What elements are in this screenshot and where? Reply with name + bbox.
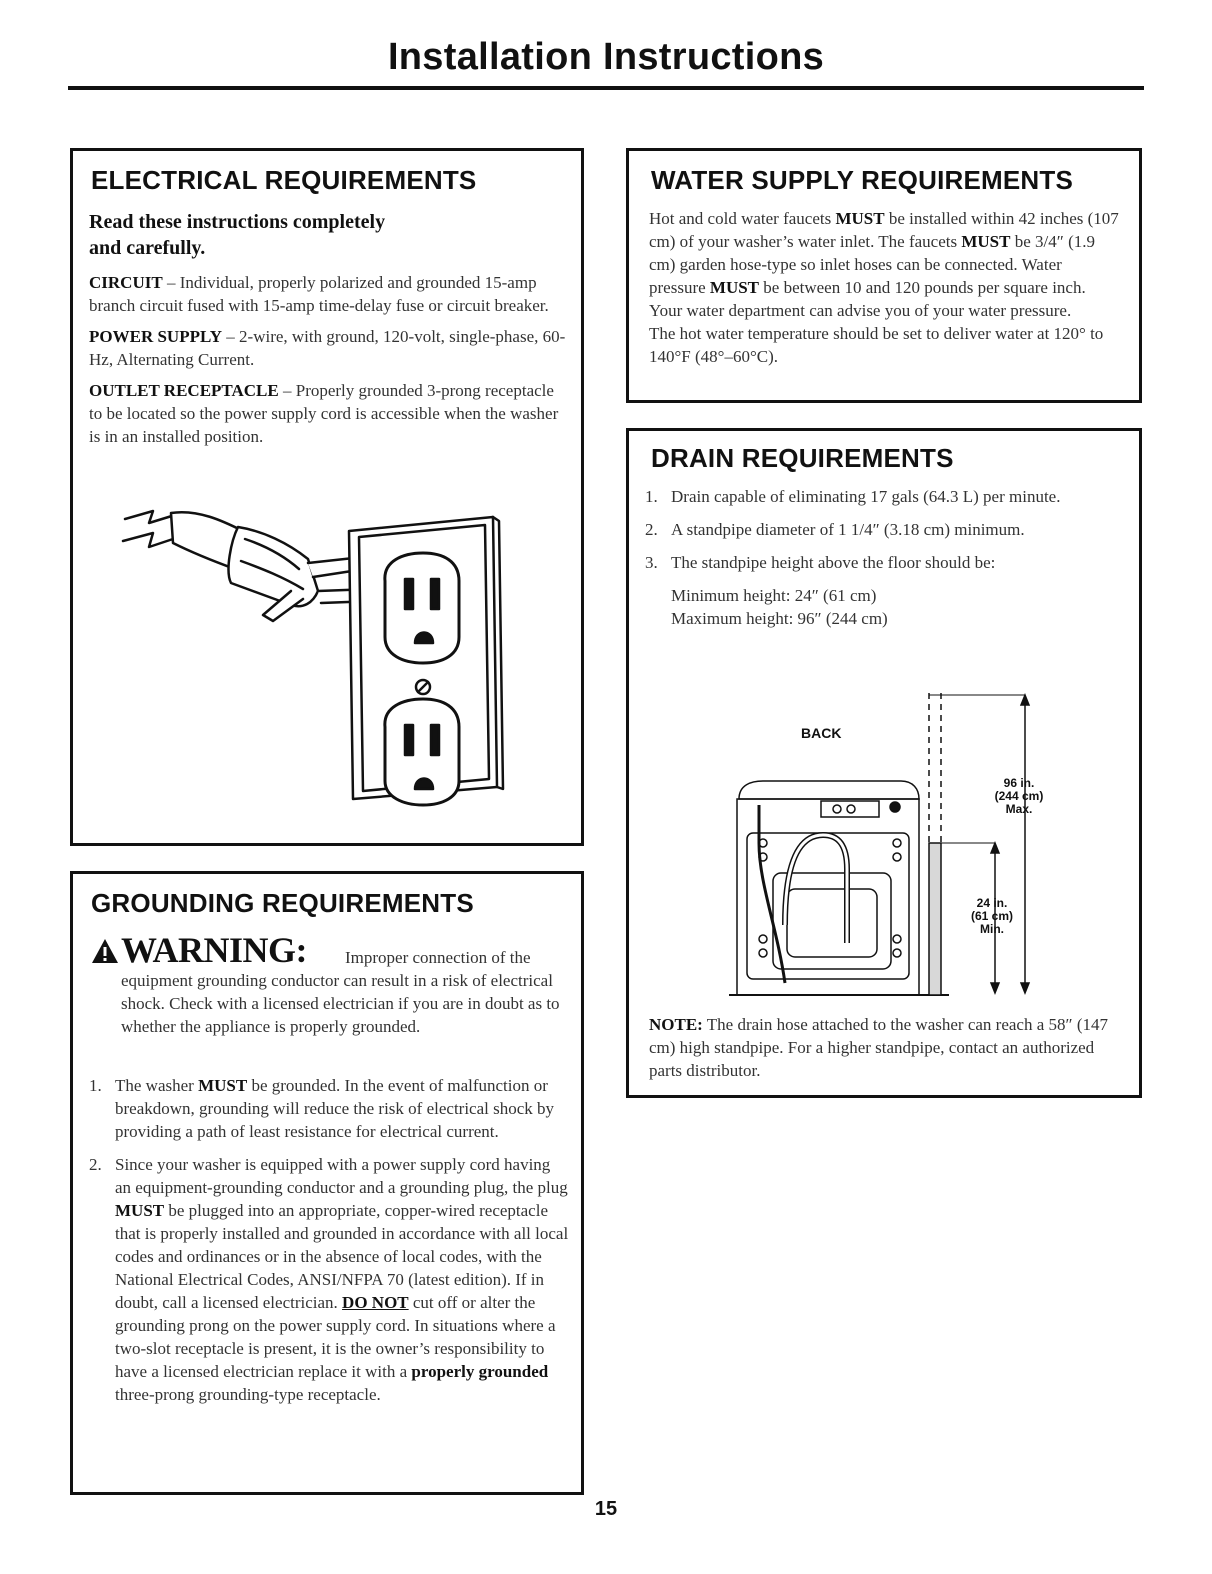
diagram-min-label [957,897,1027,936]
diagram-min-line2: (61 cm) [970,909,1014,923]
drain-list [645,485,1125,630]
drain-heading: DRAIN REQUIREMENTS [651,443,954,473]
plug-outlet-illustration [113,491,553,821]
grounding-list [89,1074,569,1406]
drain-item-3-text: The standpipe height above the floor should be: [671,553,996,572]
grounding-item-2-properly-grounded: properly grounded [411,1362,549,1381]
water-heading: WATER SUPPLY REQUIREMENTS [651,165,1074,195]
drain-min-height: Minimum height: 24″ (61 cm) [671,586,877,605]
grounding-item-1 [89,1074,569,1143]
grounding-item-2-text-d: three-prong grounding-type receptacle. [115,1385,381,1404]
outlet-label: OUTLET RECEPTACLE [89,381,279,400]
drain-item-2-number: 2. [645,520,658,539]
drain-item-1-number: 1. [645,487,658,506]
drain-item-1-text: Drain capable of eliminating 17 gals (64.3 L) per minute. [671,487,1061,506]
grounding-item-2-text-a: Since your washer is equipped with a power supply cord having an equipment-grounding conductor and a grounding plug, the plug [115,1155,568,1197]
diagram-back-label: BACK [801,725,842,741]
diagram-min-line1: 24 in. [976,896,1008,910]
warning-text: Improper connection of the equipment grounding conductor can result in a risk of electrical shock. Check with a licensed electrician if you are in doubt as to whether the appliance is properly grounded. [121,948,560,1036]
electrical-heading: ELECTRICAL REQUIREMENTS [91,165,477,195]
electrical-body [89,271,569,448]
drain-item-1 [645,485,1125,508]
circuit-text: – Individual, properly polarized and grounded 15-amp branch circuit fused with 15-amp time-delay fuse or circuit breaker. [89,273,549,315]
warning-triangle-icon [91,938,119,964]
drain-item-2 [645,518,1125,541]
drain-item-3-number: 3. [645,553,658,572]
drain-requirements-box [626,428,1142,1098]
electrical-intro [89,209,569,261]
circuit-label: CIRCUIT [89,273,163,292]
circuit-paragraph [89,271,569,317]
outlet-text: – Properly grounded 3-prong receptacle to be located so the power supply cord is accessible when the washer is in an installed position. [89,381,559,446]
grounding-item-1-number: 1. [89,1076,102,1095]
water-paragraph-2: The hot water temperature should be set to deliver water at 120° to 140°F (48°–60°C). [649,324,1104,366]
drain-item-3 [645,551,1125,574]
water-p1-must-3: MUST [709,278,760,297]
power-supply-label: POWER SUPPLY [89,327,223,346]
drain-note-text: The drain hose attached to the washer can reach a 58″ (147 cm) high standpipe. For a higher standpipe, contact an authorized parts distributor. [649,1015,1108,1080]
grounding-item-1-text-b: be grounded. In the event of malfunction or breakdown, grounding will reduce the risk of electrical shock by providing a path of least resistance for electrical current. [115,1076,555,1141]
diagram-max-label [979,777,1059,816]
water-p1-text-d: be between 10 and 120 pounds per square inch. Your water department can advise you of your water pressure. [649,278,1086,320]
grounding-item-2-text-c: cut off or alter the grounding prong on the power supply cord. In situations where a two-slot receptacle is present, it is the owner’s responsibility to have a licensed electrician replace it with a [115,1293,556,1381]
drain-note-label: NOTE: [649,1015,703,1034]
page-title: Installation Instructions [387,36,825,78]
grounding-item-2-number: 2. [89,1155,102,1174]
outlet-paragraph [89,379,569,448]
standpipe-diagram [729,693,1059,1001]
grounding-item-2-must: MUST [115,1201,165,1220]
title-rule [68,86,1144,90]
diagram-min-line3: Min. [980,922,1004,936]
electrical-requirements-box [70,148,584,846]
diagram-max-line3: Max. [1005,802,1033,816]
water-p1-text-b: be installed within 42 inches (107 cm) of your washer’s water inlet. The faucets [649,209,1119,251]
grounding-item-1-must: MUST [198,1076,248,1095]
grounding-item-1-text-a: The washer [115,1076,199,1095]
warning-label: WARNING: [121,930,308,970]
water-paragraph-1 [649,207,1119,322]
water-p1-text-a: Hot and cold water faucets [649,209,836,228]
grounding-item-2-text-b: be plugged into an appropriate, copper-wired receptacle that is properly installed and grounded in accordance with all local codes and ordinances or in the absence of local codes, with the National Electrical Codes, ANSI/NFPA 70 (latest edition). If in doubt, call a licensed electrician. [115,1201,569,1312]
power-supply-text: – 2-wire, with ground, 120-volt, single-phase, 60-Hz, Alternating Current. [89,327,566,369]
drain-item-2-text: A standpipe diameter of 1 1/4″ (3.18 cm) minimum. [671,520,1025,539]
page-number: 15 [594,1498,618,1520]
electrical-intro-line1: Read these instructions completely [89,211,386,233]
power-supply-paragraph [89,325,569,371]
drain-heights [645,584,1125,630]
water-p1-must-2: MUST [961,232,1011,251]
drain-max-height: Maximum height: 96″ (244 cm) [671,609,888,628]
grounding-requirements-box [70,871,584,1495]
grounding-heading: GROUNDING REQUIREMENTS [91,888,474,918]
diagram-max-line2: (244 cm) [994,789,1044,803]
water-p1-must-1: MUST [835,209,885,228]
grounding-item-2 [89,1153,569,1406]
diagram-max-line1: 96 in. [1003,776,1035,790]
electrical-intro-line2: and carefully. [89,237,206,259]
grounding-item-2-do-not: DO NOT [342,1293,409,1312]
drain-note [649,1013,1123,1082]
water-body [649,207,1119,368]
water-supply-requirements-box [626,148,1142,403]
water-p1-text-c: be 3/4″ (1.9 cm) garden hose-type so inlet hoses can be connected. Water pressure [649,232,1095,297]
